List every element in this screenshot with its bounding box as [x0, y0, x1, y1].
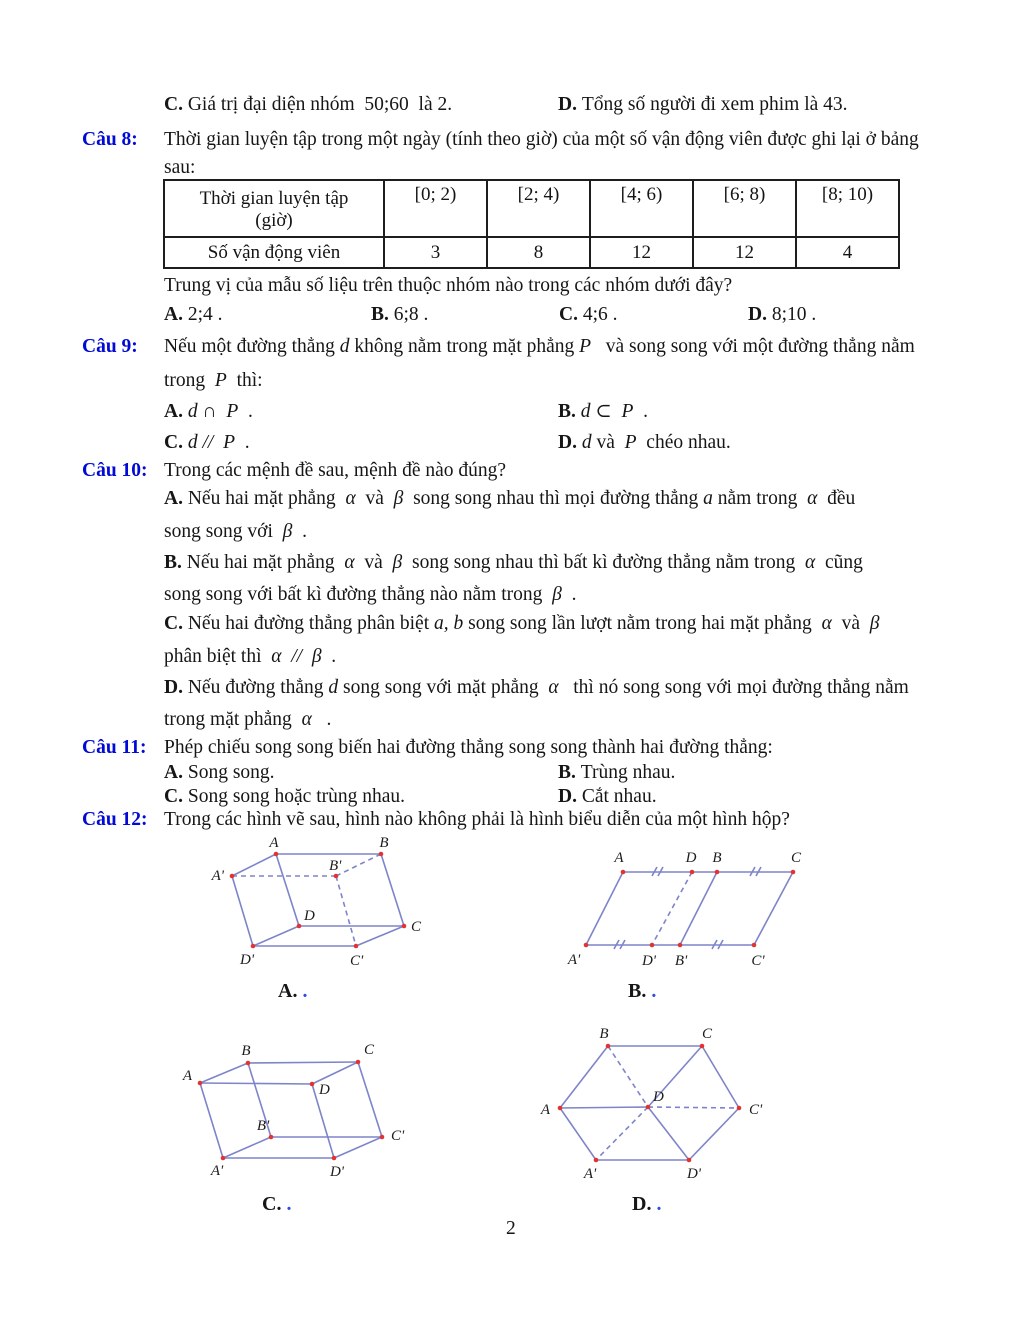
vertex-label: A [540, 1102, 550, 1118]
vertex-label: B' [329, 858, 342, 874]
vertex-label: A' [211, 868, 224, 884]
vertex-label: C [364, 1042, 375, 1058]
question-9-text-1: Nếu một đường thẳng d không nằm trong mặt phẳng P và song song với một đường thẳng nằm [164, 336, 915, 357]
figure-a-vertex-labels [211, 835, 422, 969]
vertex-label: D [319, 1082, 330, 1098]
vertex-label: A [182, 1068, 192, 1084]
question-10-option-c-1: C. Nếu hai đường thẳng phân biệt a, b song song lần lượt nằm trong hai mặt phẳng α và β [164, 613, 880, 634]
table-header-interval-2: [4; 6) [590, 180, 693, 237]
vertex-label: A [614, 850, 624, 866]
question-10-option-b-2: song song với bất kì đường thẳng nào nằm trong β . [164, 584, 577, 605]
figure-a-caption: A. . [278, 980, 308, 1002]
figure-d-edges [560, 1046, 739, 1160]
vertex-label: C [411, 919, 422, 935]
vertex-label: B [712, 850, 722, 866]
figure-b-edges [586, 872, 793, 945]
table-header-time-line1: Thời gian luyện tập [199, 188, 349, 209]
question-9-option-b: B. d ⊂ P . [558, 401, 649, 422]
figure-c-caption: C. . [262, 1193, 292, 1215]
vertex-label: D' [641, 953, 657, 969]
table-row-count-label: Số vận động viên [164, 237, 384, 268]
question-10-option-a-2: song song với β . [164, 521, 308, 542]
question-11-label: Câu 11: [82, 737, 147, 758]
vertex-label: D' [240, 952, 255, 968]
table-header-interval-3: [6; 8) [693, 180, 796, 237]
vertex-label: A' [583, 1166, 597, 1180]
vertex-label: C' [749, 1102, 763, 1118]
table-header-interval-4: [8; 10) [796, 180, 899, 237]
table-header-interval-1: [2; 4) [487, 180, 590, 237]
table-value-1: 8 [487, 237, 590, 268]
question-11-text: Phép chiếu song song biến hai đường thẳng song song thành hai đường thẳng: [164, 737, 773, 758]
table-header-interval-0: [0; 2) [384, 180, 487, 237]
figure-c-edges [200, 1062, 382, 1158]
question-8-option-c: C. 4;6 . [559, 304, 618, 325]
vertex-label: D' [329, 1164, 345, 1180]
question-8-text: Trung vị của mẫu số liệu trên thuộc nhóm nào trong các nhóm dưới đây? [164, 275, 733, 296]
question-8-label: Câu 8: [82, 129, 138, 150]
table-value-0: 3 [384, 237, 487, 268]
figure-a [200, 832, 440, 972]
figure-c-vertex-dots [198, 1060, 385, 1161]
question-9-option-c: C. d // P . [164, 432, 250, 453]
question-10-option-a-1: A. Nếu hai mặt phẳng α và β song song nhau thì mọi đường thẳng a nằm trong α đều [164, 488, 856, 509]
frequency-table [163, 179, 900, 269]
table-header-time [164, 180, 384, 237]
question-11-option-d: D. Cắt nhau. [558, 786, 657, 807]
figure-d [530, 1025, 785, 1180]
figure-b-caption: B. . [628, 980, 657, 1002]
vertex-label: C [701, 1026, 713, 1042]
vertex-label: A' [210, 1163, 224, 1179]
question-10-option-d-1: D. Nếu đường thẳng d song song với mặt phẳng α thì nó song song với mọi đường thẳng nằm [164, 677, 909, 698]
question-9-label: Câu 9: [82, 336, 138, 357]
table-value-3: 12 [693, 237, 796, 268]
vertex-label: D [304, 908, 315, 924]
figure-b-tick-marks [614, 867, 761, 949]
question-8-intro-1: Thời gian luyện tập trong một ngày (tính theo giờ) của một số vận động viên được ghi lại ở bảng [164, 129, 919, 150]
prev-option-c: C. Giá trị đại diện nhóm 50;60 là 2. [164, 94, 453, 115]
question-9-text-2: trong P thì: [164, 370, 263, 391]
question-12-text: Trong các hình vẽ sau, hình nào không phải là hình biểu diễn của một hình hộp? [164, 809, 790, 830]
vertex-label: C' [751, 953, 765, 969]
vertex-label: C' [350, 953, 364, 969]
figure-a-edges [232, 854, 404, 946]
prev-option-d: D. Tổng số người đi xem phim là 43. [558, 94, 848, 115]
figure-b [560, 845, 820, 980]
question-8-option-d: D. 8;10 . [748, 304, 817, 325]
question-10-option-d-2: trong mặt phẳng α . [164, 709, 332, 730]
question-12-label: Câu 12: [82, 809, 148, 830]
figure-c [160, 1040, 425, 1190]
question-9-option-a: A. d ∩ P . [164, 401, 253, 422]
table-value-2: 12 [590, 237, 693, 268]
figure-b-vertex-labels [567, 850, 802, 969]
vertex-label: B' [256, 1118, 270, 1134]
figure-b-vertex-dots [584, 870, 796, 948]
vertex-label: B [379, 835, 389, 851]
question-11-option-c: C. Song song hoặc trùng nhau. [164, 786, 406, 807]
question-11-option-a: A. Song song. [164, 762, 275, 783]
question-10-text: Trong các mệnh đề sau, mệnh đề nào đúng? [164, 460, 507, 481]
figure-d-caption: D. . [632, 1193, 662, 1215]
vertex-label: B' [674, 953, 688, 969]
question-8-option-a: A. 2;4 . [164, 304, 223, 325]
vertex-label: A' [567, 952, 581, 968]
vertex-label: D' [686, 1166, 702, 1180]
question-11-option-b: B. Trùng nhau. [558, 762, 676, 783]
question-10-option-b-1: B. Nếu hai mặt phẳng α và β song song nhau thì bất kì đường thẳng nằm trong α cũng [164, 552, 863, 573]
vertex-label: A [269, 835, 279, 851]
vertex-label: C [790, 850, 802, 866]
vertex-label: C' [391, 1128, 405, 1144]
question-9-option-d: D. d và P chéo nhau. [558, 432, 731, 453]
question-10-label: Câu 10: [82, 460, 148, 481]
page-number: 2 [506, 1218, 516, 1239]
vertex-label: D [653, 1089, 664, 1105]
question-10-option-c-2: phân biệt thì α // β . [164, 646, 337, 667]
table-value-4: 4 [796, 237, 899, 268]
vertex-label: D [685, 850, 697, 866]
vertex-label: B [599, 1026, 609, 1042]
table-header-time-line2: (giờ) [255, 210, 293, 231]
vertex-label: B [241, 1043, 251, 1059]
figure-a-vertex-dots [230, 852, 407, 949]
question-8-option-b: B. 6;8 . [371, 304, 429, 325]
question-8-intro-2: sau: [164, 157, 196, 178]
